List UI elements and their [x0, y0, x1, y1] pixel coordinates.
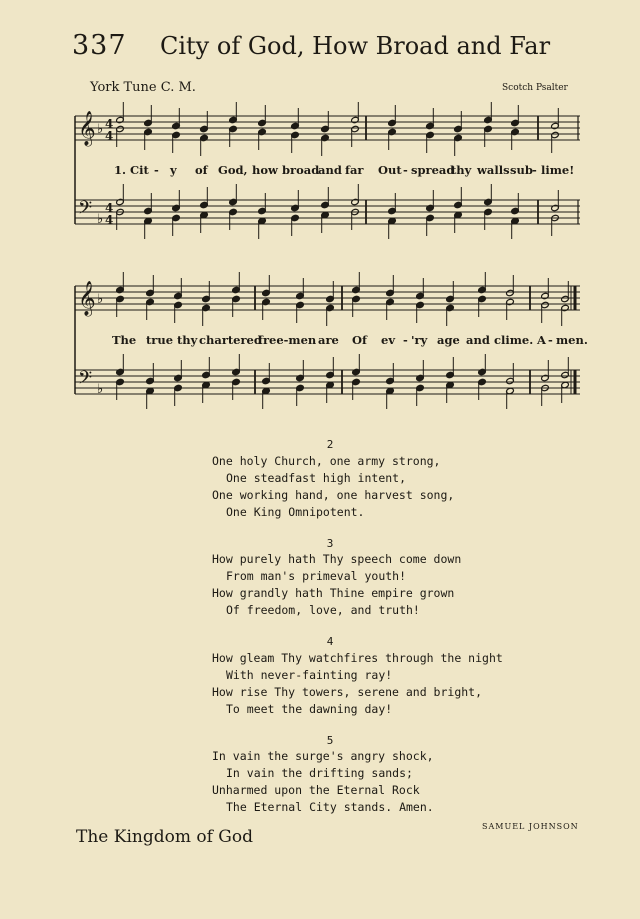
lyric-syllable: sub	[510, 163, 533, 177]
lyric-syllable: how	[252, 163, 278, 177]
lyric-syllable: thy	[177, 333, 198, 347]
lyric-syllable: of	[195, 163, 208, 177]
lyric-syllable: -	[532, 163, 537, 177]
lyric-syllable: -	[548, 333, 553, 347]
time-signature-top: 4	[105, 201, 114, 215]
lyric-syllable: broad	[282, 163, 320, 177]
stanza-line: How purely hath Thy speech come down	[212, 552, 462, 566]
lyric-syllable: and	[466, 333, 490, 347]
lyric-syllable: Out	[378, 163, 402, 177]
lyric-syllable: lime!	[541, 163, 575, 177]
treble-clef: 𝄞	[78, 281, 96, 316]
lyric-syllable: y	[170, 163, 177, 177]
stanza-line: How rise Thy towers, serene and bright,	[212, 685, 483, 699]
lyric-syllable: ev	[381, 333, 395, 347]
stanza-line: One steadfast high intent,	[226, 471, 407, 485]
lyric-syllable: clime.	[494, 333, 534, 347]
hymn-author: SAMUEL JOHNSON	[482, 822, 579, 831]
stanza-line: One King Omnipotent.	[226, 505, 365, 519]
stanza-line: Unharmed upon the Eternal Rock	[212, 783, 420, 797]
bass-clef: 𝄢	[78, 368, 93, 393]
section-title: The Kingdom of God	[76, 827, 253, 847]
time-signature-bottom: 4	[105, 213, 114, 227]
lyric-syllable: walls	[477, 163, 510, 177]
tune-name: York Tune C. M.	[90, 80, 196, 95]
lyric-syllable: age	[437, 333, 460, 347]
stanza-line: One working hand, one harvest song,	[212, 488, 455, 502]
flat-icon: ♭	[97, 382, 104, 397]
lyric-syllable: true	[146, 333, 174, 347]
lyric-syllable: are	[318, 333, 339, 347]
lyric-syllable: A	[537, 333, 546, 347]
stanza-number: 4	[326, 635, 334, 648]
stanza-line: From man's primeval youth!	[226, 569, 407, 583]
lyric-syllable: Of	[352, 333, 367, 347]
stanza-line: With never-fainting ray!	[226, 668, 393, 682]
stanza-line: In vain the surge's angry shock,	[212, 749, 434, 763]
lyric-syllable: -	[403, 333, 408, 347]
lyric-syllable: free-men	[258, 333, 317, 347]
lyric-syllable: 'ry	[411, 333, 428, 347]
stanza-line: The Eternal City stands. Amen.	[226, 800, 434, 814]
lyric-syllable: The	[112, 333, 137, 347]
lyric-syllable: and	[318, 163, 342, 177]
stanza-line: One holy Church, one army strong,	[212, 454, 441, 468]
stanza-number: 5	[326, 734, 334, 747]
lyric-syllable: chartered	[199, 333, 262, 347]
bass-clef: 𝄢	[78, 198, 93, 223]
stanza-line: How grandly hath Thine empire grown	[212, 586, 455, 600]
treble-clef: 𝄞	[78, 111, 96, 146]
stanza-line: How gleam Thy watchfires through the night	[212, 651, 503, 665]
lyric-syllable: 1. Cit	[114, 163, 149, 177]
hymn-title: City of God, How Broad and Far	[160, 32, 551, 60]
flat-icon: ♭	[97, 292, 104, 307]
stanza-number: 2	[326, 438, 334, 451]
lyric-syllable: spread	[411, 163, 455, 177]
stanza-line: To meet the dawning day!	[226, 702, 393, 716]
time-signature-top: 4	[105, 117, 114, 131]
lyric-syllable: far	[345, 163, 364, 177]
music-source: Scotch Psalter	[502, 83, 568, 93]
hymn-number: 337	[72, 30, 127, 61]
lyric-syllable: God,	[218, 163, 248, 177]
lyric-syllable: men.	[556, 333, 588, 347]
lyric-syllable: thy	[451, 163, 472, 177]
flat-icon: ♭	[97, 212, 104, 227]
flat-icon: ♭	[97, 122, 104, 137]
stanza-line: In vain the drifting sands;	[226, 766, 413, 780]
lyric-syllable: -	[154, 163, 159, 177]
time-signature-bottom: 4	[105, 129, 114, 143]
lyric-syllable: -	[403, 163, 408, 177]
stanza-line: Of freedom, love, and truth!	[226, 603, 420, 617]
stanza-number: 3	[326, 537, 334, 550]
